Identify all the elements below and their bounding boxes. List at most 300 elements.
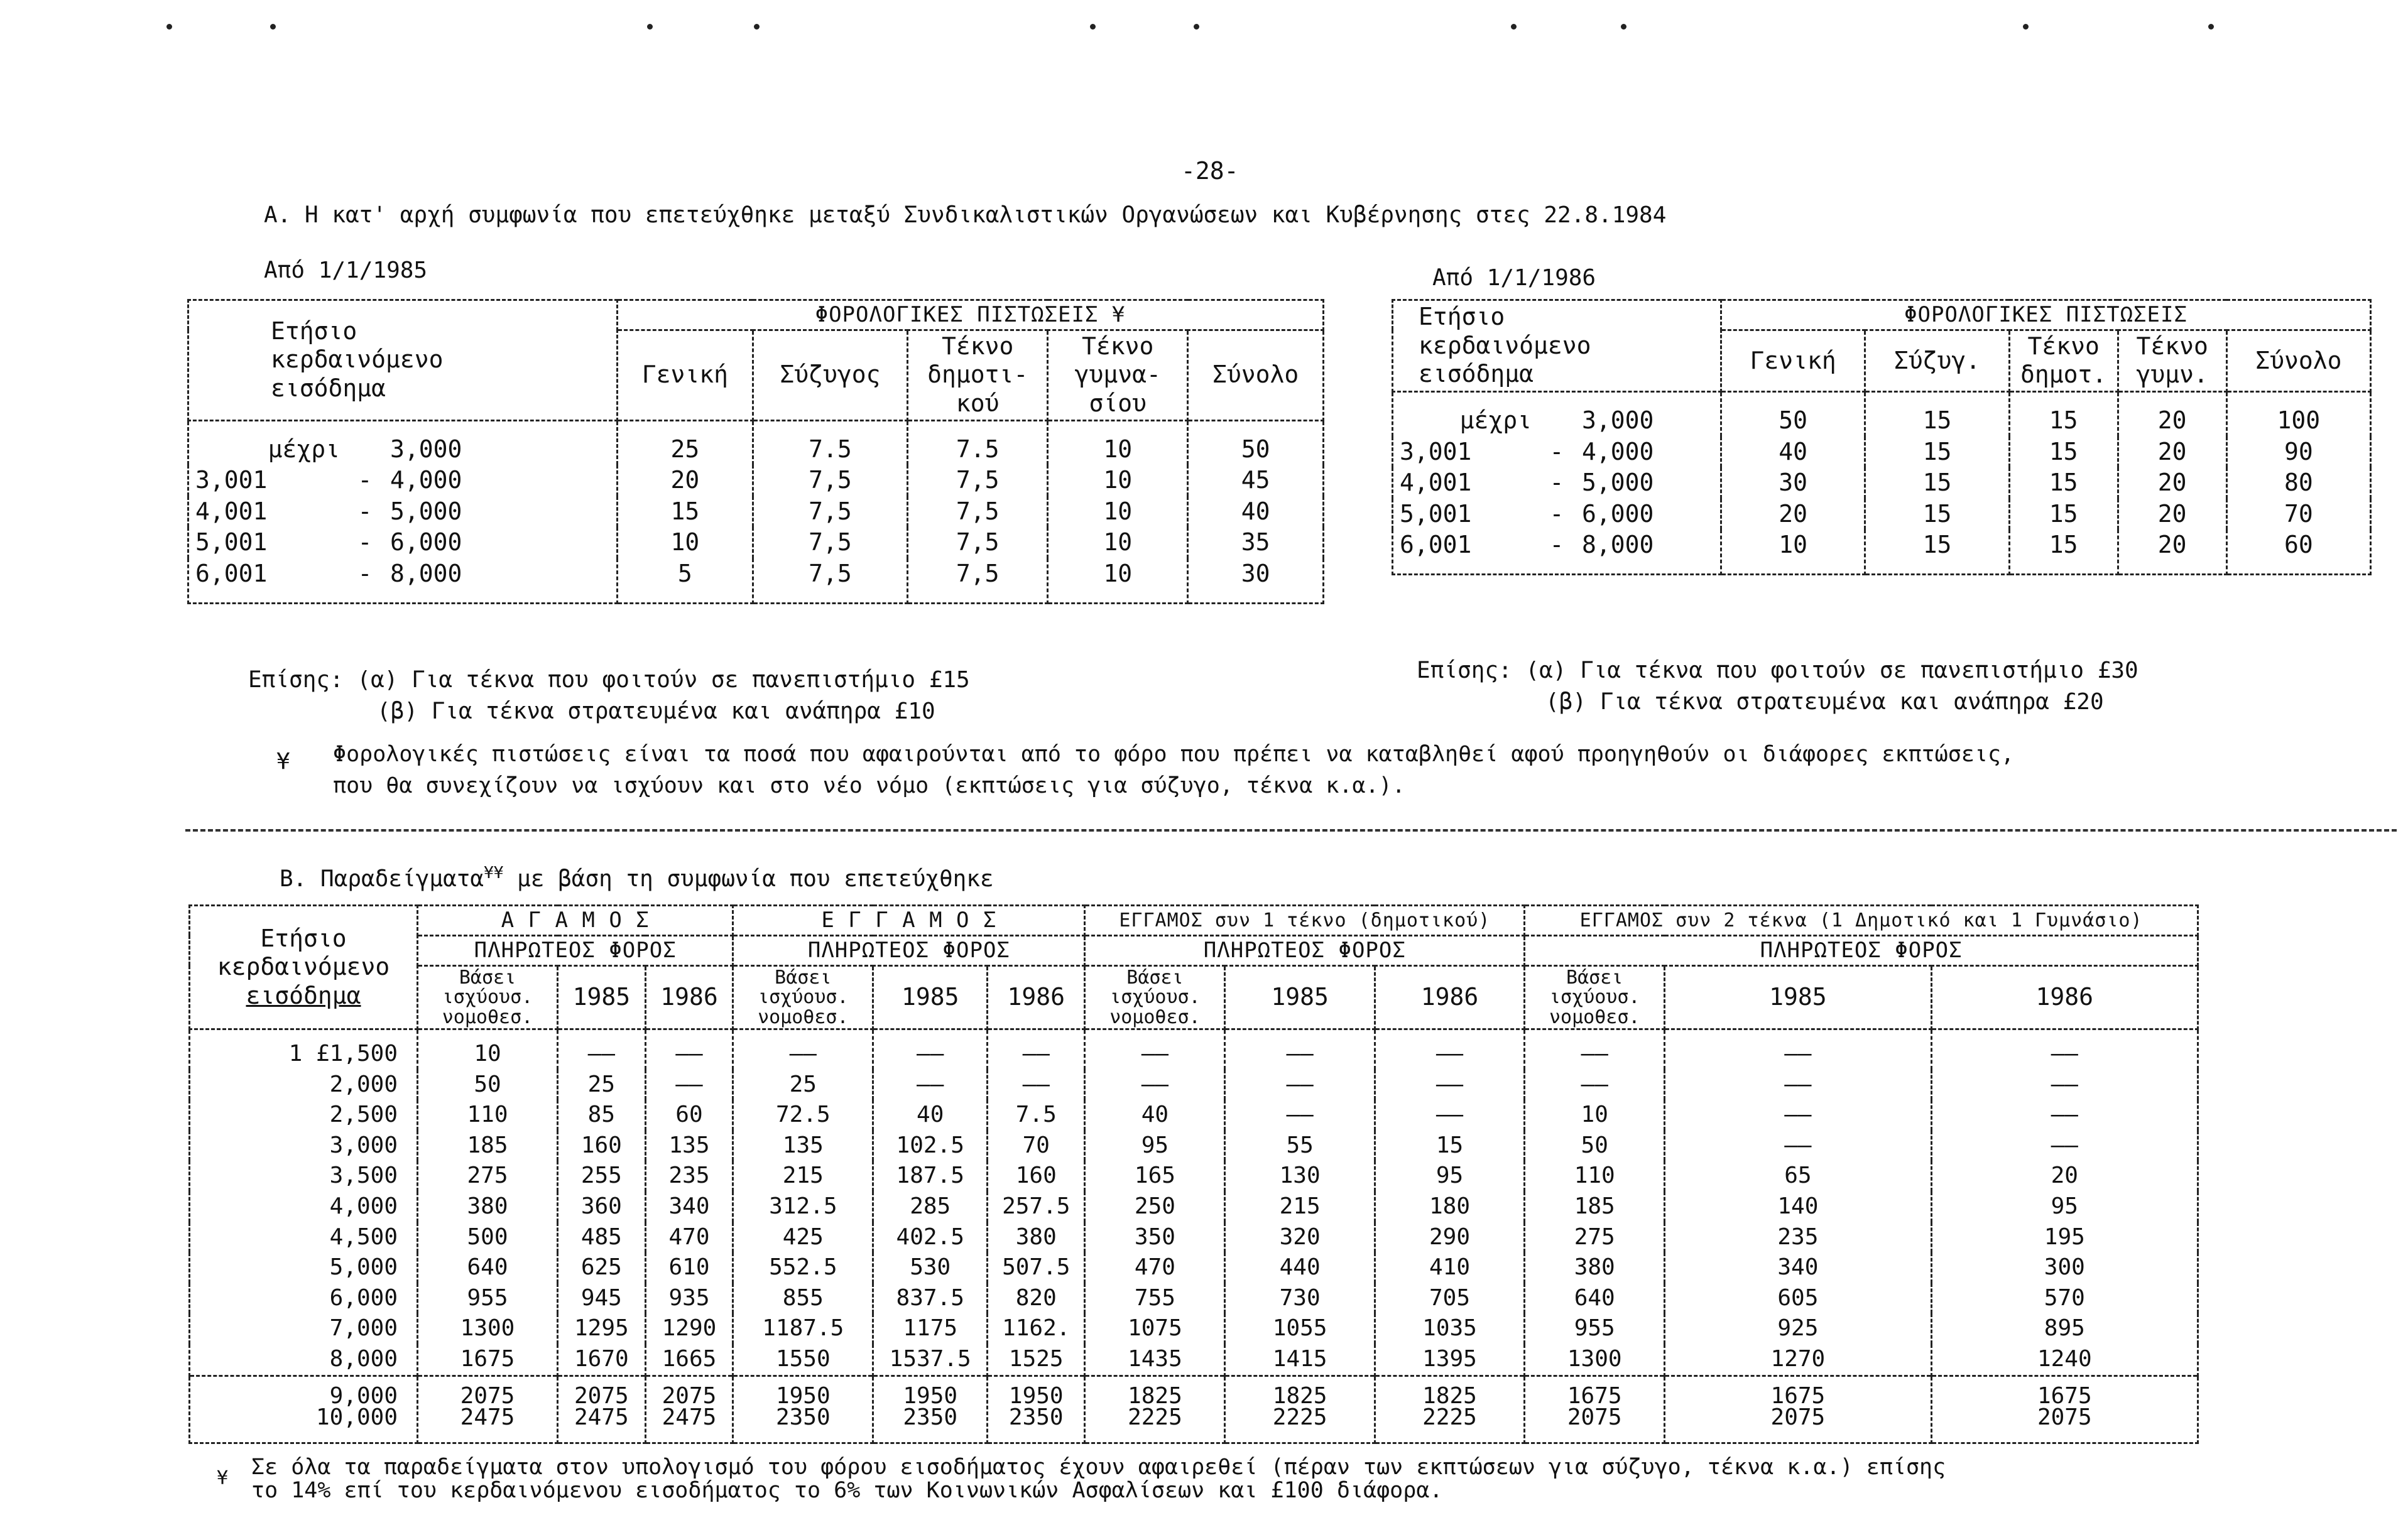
cell-value: 20 [2118, 467, 2226, 499]
tax-value [988, 1376, 1085, 1443]
tax-value: 257.5 [988, 1192, 1085, 1222]
tax-value: 1300 [418, 1313, 558, 1344]
table-row [188, 527, 1324, 558]
cell-value: 15 [1865, 529, 2009, 574]
tax-value: 300 [1931, 1252, 2198, 1283]
tax-value: 1240 [1931, 1344, 2198, 1376]
tax-value: 410 [1375, 1252, 1524, 1283]
tax-value: 185 [418, 1131, 558, 1161]
range-from: 5,001 [195, 528, 268, 556]
income-range [1393, 467, 1721, 499]
cell-value: 15 [2009, 437, 2118, 468]
table2-note-b: (β) Για τέκνα στρατευμένα και ανάπηρα £20 [1545, 689, 2104, 715]
tax-value: —— [873, 1070, 988, 1100]
tax-value: —— [1665, 1070, 1931, 1100]
cell-value: 100 [2226, 391, 2370, 436]
income-header: Ετήσιο κερδαινόμενο εισόδημα [1393, 300, 1721, 392]
cell-value: 40 [1188, 496, 1324, 528]
range-dash: - [1549, 531, 1564, 559]
cell-value: 7.5 [908, 420, 1048, 465]
value-line: 1825 [1272, 1382, 1327, 1409]
income-value: 4,000 [190, 1192, 418, 1222]
tax-value: 70 [988, 1131, 1085, 1161]
tax-value: 20 [1931, 1161, 2198, 1192]
tax-value: 72.5 [733, 1100, 873, 1131]
value-line: 1675 [1567, 1382, 1622, 1409]
tax-value: —— [1931, 1100, 2198, 1131]
value-line: 2475 [574, 1404, 629, 1430]
cell-value: 7,5 [908, 527, 1048, 558]
tax-value: 215 [1225, 1192, 1375, 1222]
table-row [1393, 529, 2371, 574]
table-row [190, 1070, 2198, 1100]
tax-value: 1270 [1665, 1344, 1931, 1376]
tax-value: 1550 [733, 1344, 873, 1376]
income-value: 3,500 [190, 1161, 418, 1192]
tax-value: 470 [645, 1222, 733, 1253]
tax-value: 485 [558, 1222, 646, 1253]
income-range [1393, 391, 1721, 436]
tax-value: —— [988, 1029, 1085, 1070]
tax-value [1225, 1376, 1375, 1443]
income-header: Ετήσιο κερδαινόμενο εισόδημα [190, 906, 418, 1029]
tax-value: —— [1931, 1131, 2198, 1161]
tax-value: 1435 [1085, 1344, 1225, 1376]
cell-value: 10 [1048, 465, 1188, 496]
col-header: Τέκνο δημοτ. [2009, 330, 2118, 391]
tax-value: 255 [558, 1161, 646, 1192]
tax-value: 185 [1525, 1192, 1665, 1222]
tax-value: 285 [873, 1192, 988, 1222]
cell-value: 15 [2009, 467, 2118, 499]
cell-value: 15 [618, 496, 753, 528]
value-line: 2475 [460, 1404, 515, 1430]
income-header: Ετήσιο κερδαινόμενο εισόδημα [188, 300, 618, 421]
tax-value: 425 [733, 1222, 873, 1253]
section-divider [185, 829, 2397, 832]
tax-value: 135 [733, 1131, 873, 1161]
tax-value: 320 [1225, 1222, 1375, 1253]
value-line: 2475 [662, 1404, 717, 1430]
table-row [188, 420, 1324, 465]
group-single: Α Γ Α Μ Ο Σ [418, 906, 733, 936]
table2-caption: Από 1/1/1986 [1432, 265, 1596, 291]
tax-value: 1537.5 [873, 1344, 988, 1376]
cell-value: 7,5 [908, 558, 1048, 603]
section-b-title: Β. Παραδείγματα¥¥ με βάση τη συμφωνία που επετεύχθηκε [280, 864, 994, 892]
table-row [190, 1029, 2198, 1070]
tax-value: 7.5 [988, 1100, 1085, 1131]
range-dash: - [357, 497, 373, 525]
range-from: 3,001 [1400, 437, 1472, 465]
tax-value: 25 [733, 1070, 873, 1100]
income-value: 4,500 [190, 1222, 418, 1253]
range-dash: - [357, 559, 373, 587]
tax-value: 552.5 [733, 1252, 873, 1283]
value-line: 2075 [662, 1382, 717, 1409]
range-to: 8,000 [1582, 531, 1654, 559]
cell-value: 30 [1721, 467, 1865, 499]
tax-value: 837.5 [873, 1283, 988, 1314]
range-from: 3,001 [195, 466, 268, 494]
tax-value: —— [1931, 1070, 2198, 1100]
table-row [190, 1252, 2198, 1283]
table1-note-a: Επίσης: (α) Για τέκνα που φοιτούν σε πανεπιστήμιο £15 [248, 667, 970, 693]
tax-value: 180 [1375, 1192, 1524, 1222]
value-line: 2225 [1128, 1404, 1182, 1430]
footnote-line-1: Φορολογικές πιστώσεις είναι τα ποσά που αφαιρούνται από το φόρο που πρέπει να καταβληθεί αφού προηγηθούν οι διάφορες εκπτώσεις, [333, 742, 2015, 767]
income-value: 1 £1,500 [190, 1029, 418, 1070]
range-dash: - [1549, 437, 1564, 465]
range-to: 8,000 [390, 559, 462, 587]
group-married-1-child: ΕΓΓΑΜΟΣ συν 1 τέκνο (δημοτικού) [1085, 906, 1525, 936]
value-line: 10,000 [315, 1404, 398, 1430]
value-line: 2075 [2037, 1404, 2092, 1430]
table1-caption: Από 1/1/1985 [264, 258, 428, 283]
tax-value: 160 [558, 1131, 646, 1161]
cell-value: 7.5 [753, 420, 908, 465]
tax-value: —— [873, 1029, 988, 1070]
tax-value: —— [1665, 1029, 1931, 1070]
table-row [190, 1313, 2198, 1344]
group-married: Ε Γ Γ Α Μ Ο Σ [733, 906, 1085, 936]
cell-value: 90 [2226, 437, 2370, 468]
tax-value: 102.5 [873, 1131, 988, 1161]
table1-note-b: (β) Για τέκνα στρατευμένα και ανάπηρα £10 [377, 698, 935, 724]
col-header: Γενική [1721, 330, 1865, 391]
income-range [188, 527, 618, 558]
table-row [1393, 391, 2371, 436]
tax-value: 360 [558, 1192, 646, 1222]
cell-value: 7,5 [908, 465, 1048, 496]
tax-value: —— [1225, 1100, 1375, 1131]
cell-value: 7,5 [908, 496, 1048, 528]
tax-value: —— [1225, 1070, 1375, 1100]
cell-value: 10 [1048, 527, 1188, 558]
range-from: 6,001 [195, 559, 268, 587]
col-base: Βάσει ισχύουσ. νομοθεσ. [1085, 965, 1225, 1029]
cell-value: 20 [2118, 499, 2226, 530]
footnote-line-2: που θα συνεχίζουν να ισχύουν και στο νέο νόμο (εκπτώσεις για σύζυγο, τέκνα κ.α.). [333, 773, 1405, 798]
tax-value: 955 [418, 1283, 558, 1314]
value-line: 1675 [1770, 1382, 1826, 1409]
tax-value: 95 [1931, 1192, 2198, 1222]
tax-value [733, 1376, 873, 1443]
range-dash: - [1549, 499, 1564, 528]
value-line: 1950 [903, 1382, 958, 1409]
range-from: μέχρι [268, 435, 340, 463]
table-row [190, 1131, 2198, 1161]
tax-value: 195 [1931, 1222, 2198, 1253]
cell-value: 30 [1188, 558, 1324, 603]
tax-value [1525, 1376, 1665, 1443]
tax-value: 135 [645, 1131, 733, 1161]
tax-value: 95 [1375, 1161, 1524, 1192]
tax-value: 110 [1525, 1161, 1665, 1192]
table-row [188, 558, 1324, 603]
income-range [1393, 499, 1721, 530]
tax-value: 130 [1225, 1161, 1375, 1192]
cell-value: 15 [1865, 467, 2009, 499]
tax-value: 85 [558, 1100, 646, 1131]
cell-value: 45 [1188, 465, 1324, 496]
value-line: 1825 [1128, 1382, 1182, 1409]
income-value: 6,000 [190, 1283, 418, 1314]
tax-value: 235 [1665, 1222, 1931, 1253]
value-line: 1950 [775, 1382, 831, 1409]
scan-dots [0, 24, 2408, 43]
table-row [190, 1344, 2198, 1376]
col-header: Τέκνο γυμνα-σίου [1048, 330, 1188, 420]
tax-value: 350 [1085, 1222, 1225, 1253]
value-line: 9,000 [329, 1382, 398, 1409]
tax-value: —— [1525, 1029, 1665, 1070]
bottom-note: Σε όλα τα παραδείγματα στον υπολογισμό του φόρου εισοδήματος έχουν αφαιρεθεί (πέραν των εκπτώσεων για σύζυγο, τέκνα κ.α.) επίσης το 14% επί του κερδαινόμενου εισοδήματος το 6% των Κοινωνικών Ασφαλίσεων και £100 διάφορα. [251, 1455, 1946, 1503]
cell-value: 20 [2118, 529, 2226, 574]
tax-value: 640 [418, 1252, 558, 1283]
tax-value: 15 [1375, 1131, 1524, 1161]
tax-value: 1525 [988, 1344, 1085, 1376]
value-line: 1825 [1422, 1382, 1477, 1409]
tax-value: 160 [988, 1161, 1085, 1192]
table-row [190, 1161, 2198, 1192]
tax-value [645, 1376, 733, 1443]
tax-value: —— [1525, 1070, 1665, 1100]
tax-value: 440 [1225, 1252, 1375, 1283]
tax-value: 187.5 [873, 1161, 988, 1192]
income-value: 7,000 [190, 1313, 418, 1344]
tax-value: 605 [1665, 1283, 1931, 1314]
tax-value: 705 [1375, 1283, 1524, 1314]
tax-value: 1075 [1085, 1313, 1225, 1344]
col-header: Σύνολο [1188, 330, 1324, 420]
tax-value [418, 1376, 558, 1443]
cell-value: 20 [1721, 499, 1865, 530]
col-base: Βάσει ισχύουσ. νομοθεσ. [733, 965, 873, 1029]
tax-value: 935 [645, 1283, 733, 1314]
tax-value: 570 [1931, 1283, 2198, 1314]
table-1985 [187, 299, 1324, 604]
col-1985: 1985 [1225, 965, 1375, 1029]
income-value: 2,000 [190, 1070, 418, 1100]
tax-value [558, 1376, 646, 1443]
value-line: 2225 [1422, 1404, 1477, 1430]
tax-value: 855 [733, 1283, 873, 1314]
tax-value: 110 [418, 1100, 558, 1131]
cell-value: 10 [1721, 529, 1865, 574]
income-range [1393, 437, 1721, 468]
tax-value: 10 [418, 1029, 558, 1070]
col-1986: 1986 [645, 965, 733, 1029]
tax-value: —— [1931, 1029, 2198, 1070]
tax-value: —— [1375, 1100, 1524, 1131]
cell-value: 5 [618, 558, 753, 603]
income-range [188, 420, 618, 465]
cell-value: 20 [618, 465, 753, 496]
tax-value: —— [1665, 1131, 1931, 1161]
income-range [188, 465, 618, 496]
tax-value: 95 [1085, 1131, 1225, 1161]
payable-tax-header: ΠΛΗΡΩΤΕΟΣ ΦΟΡΟΣ [1085, 935, 1525, 965]
payable-tax-header: ΠΛΗΡΩΤΕΟΣ ΦΟΡΟΣ [733, 935, 1085, 965]
tax-value: 470 [1085, 1252, 1225, 1283]
tax-value: 1670 [558, 1344, 646, 1376]
footnote-mark: ¥ [276, 749, 290, 774]
table-row [1393, 437, 2371, 468]
value-line: 2350 [903, 1404, 958, 1430]
tax-value: 1395 [1375, 1344, 1524, 1376]
tax-value: 250 [1085, 1192, 1225, 1222]
tax-value: —— [645, 1029, 733, 1070]
tax-value [1085, 1376, 1225, 1443]
tax-value: 40 [1085, 1100, 1225, 1131]
cell-value: 80 [2226, 467, 2370, 499]
tax-value: 1295 [558, 1313, 646, 1344]
tax-value: —— [1225, 1029, 1375, 1070]
income-value [190, 1376, 418, 1443]
tax-value: —— [1085, 1029, 1225, 1070]
tax-value: —— [558, 1029, 646, 1070]
tax-value: 40 [873, 1100, 988, 1131]
cell-value: 15 [1865, 391, 2009, 436]
range-to: 6,000 [1582, 499, 1654, 528]
table-row [1393, 499, 2371, 530]
income-range [1393, 529, 1721, 574]
page-number: -28- [1181, 157, 1239, 185]
tax-value: 340 [645, 1192, 733, 1222]
tax-value: 50 [1525, 1131, 1665, 1161]
cell-value: 10 [1048, 420, 1188, 465]
tax-value: 625 [558, 1252, 646, 1283]
tax-value: 10 [1525, 1100, 1665, 1131]
table-row [190, 1100, 2198, 1131]
tax-value: 1675 [418, 1344, 558, 1376]
tax-value: 60 [645, 1100, 733, 1131]
income-value: 8,000 [190, 1344, 418, 1376]
range-to: 3,000 [390, 435, 462, 463]
tax-value: 1415 [1225, 1344, 1375, 1376]
cell-value: 35 [1188, 527, 1324, 558]
range-from: 4,001 [195, 497, 268, 525]
cell-value: 10 [618, 527, 753, 558]
income-value: 2,500 [190, 1100, 418, 1131]
income-value: 3,000 [190, 1131, 418, 1161]
tax-value: 235 [645, 1161, 733, 1192]
bottom-note-mark: ¥ [217, 1467, 229, 1489]
range-from: 6,001 [1400, 531, 1472, 559]
value-line: 2075 [574, 1382, 629, 1409]
value-line: 2350 [775, 1404, 831, 1430]
tax-value: 610 [645, 1252, 733, 1283]
tax-value: 1300 [1525, 1344, 1665, 1376]
col-header: Σύνολο [2226, 330, 2370, 391]
col-1985: 1985 [873, 965, 988, 1029]
table-1986 [1392, 299, 2372, 575]
tax-value: 25 [558, 1070, 646, 1100]
col-1986: 1986 [988, 965, 1085, 1029]
col-header: Σύζυγ. [1865, 330, 2009, 391]
tax-value: —— [988, 1070, 1085, 1100]
tax-value: 1665 [645, 1344, 733, 1376]
tax-value: 380 [418, 1192, 558, 1222]
tax-value: —— [1665, 1100, 1931, 1131]
col-header: Γενική [618, 330, 753, 420]
cell-value: 25 [618, 420, 753, 465]
range-from: μέχρι [1459, 406, 1532, 434]
value-line: 2225 [1272, 1404, 1327, 1430]
range-to: 5,000 [1582, 469, 1654, 497]
cell-value: 15 [2009, 529, 2118, 574]
table-row [1393, 467, 2371, 499]
income-range [188, 496, 618, 528]
col-1986: 1986 [1375, 965, 1524, 1029]
table-row [188, 496, 1324, 528]
payable-tax-header: ΠΛΗΡΩΤΕΟΣ ΦΟΡΟΣ [1525, 935, 2198, 965]
tax-value: 945 [558, 1283, 646, 1314]
table2-note-a: Επίσης: (α) Για τέκνα που φοιτούν σε πανεπιστήμιο £30 [1417, 658, 2138, 683]
table-row-group [190, 1376, 2198, 1443]
table-row [190, 1222, 2198, 1253]
cell-value: 40 [1721, 437, 1865, 468]
cell-value: 20 [2118, 437, 2226, 468]
tax-value: 65 [1665, 1161, 1931, 1192]
cell-value: 10 [1048, 558, 1188, 603]
col-header: Τέκνο δημοτι-κού [908, 330, 1048, 420]
tax-value: —— [1375, 1029, 1524, 1070]
tax-value: 925 [1665, 1313, 1931, 1344]
range-dash: - [1549, 469, 1564, 497]
income-range [188, 558, 618, 603]
col-1985: 1985 [558, 965, 646, 1029]
tax-value: 640 [1525, 1283, 1665, 1314]
payable-tax-header: ΠΛΗΡΩΤΕΟΣ ΦΟΡΟΣ [418, 935, 733, 965]
tax-value: 500 [418, 1222, 558, 1253]
tax-value [1931, 1376, 2198, 1443]
tax-value: —— [733, 1029, 873, 1070]
income-value: 5,000 [190, 1252, 418, 1283]
group-married-2-children: ΕΓΓΑΜΟΣ συν 2 τέκνα (1 Δημοτικό και 1 Γυμνάσιο) [1525, 906, 2198, 936]
value-line: 2075 [1770, 1404, 1826, 1430]
cell-value: 15 [2009, 499, 2118, 530]
tax-value: 312.5 [733, 1192, 873, 1222]
tax-value: —— [645, 1070, 733, 1100]
range-from: 4,001 [1400, 469, 1472, 497]
tax-value: 1035 [1375, 1313, 1524, 1344]
examples-table [188, 904, 2199, 1444]
range-dash: - [357, 528, 373, 556]
cell-value: 7,5 [753, 496, 908, 528]
tax-value: 55 [1225, 1131, 1375, 1161]
cell-value: 15 [1865, 499, 2009, 530]
tax-value: 755 [1085, 1283, 1225, 1314]
cell-value: 20 [2118, 391, 2226, 436]
col-1986: 1986 [1931, 965, 2198, 1029]
cell-value: 50 [1721, 391, 1865, 436]
tax-value: 1187.5 [733, 1313, 873, 1344]
tax-value: 380 [1525, 1252, 1665, 1283]
tax-value: 165 [1085, 1161, 1225, 1192]
cell-value: 7,5 [753, 558, 908, 603]
tax-value: 1175 [873, 1313, 988, 1344]
range-from: 5,001 [1400, 499, 1472, 528]
range-to: 4,000 [390, 466, 462, 494]
section-a-title: A. Η κατ' αρχή συμφωνία που επετεύχθηκε μεταξύ Συνδικαλιστικών Οργανώσεων και Κυβέρνησης στες 22.8.1984 [264, 202, 1667, 228]
tax-value: 402.5 [873, 1222, 988, 1253]
col-header: Σύζυγος [753, 330, 908, 420]
table-row [188, 465, 1324, 496]
value-line: 2075 [1567, 1404, 1622, 1430]
tax-value [1375, 1376, 1524, 1443]
